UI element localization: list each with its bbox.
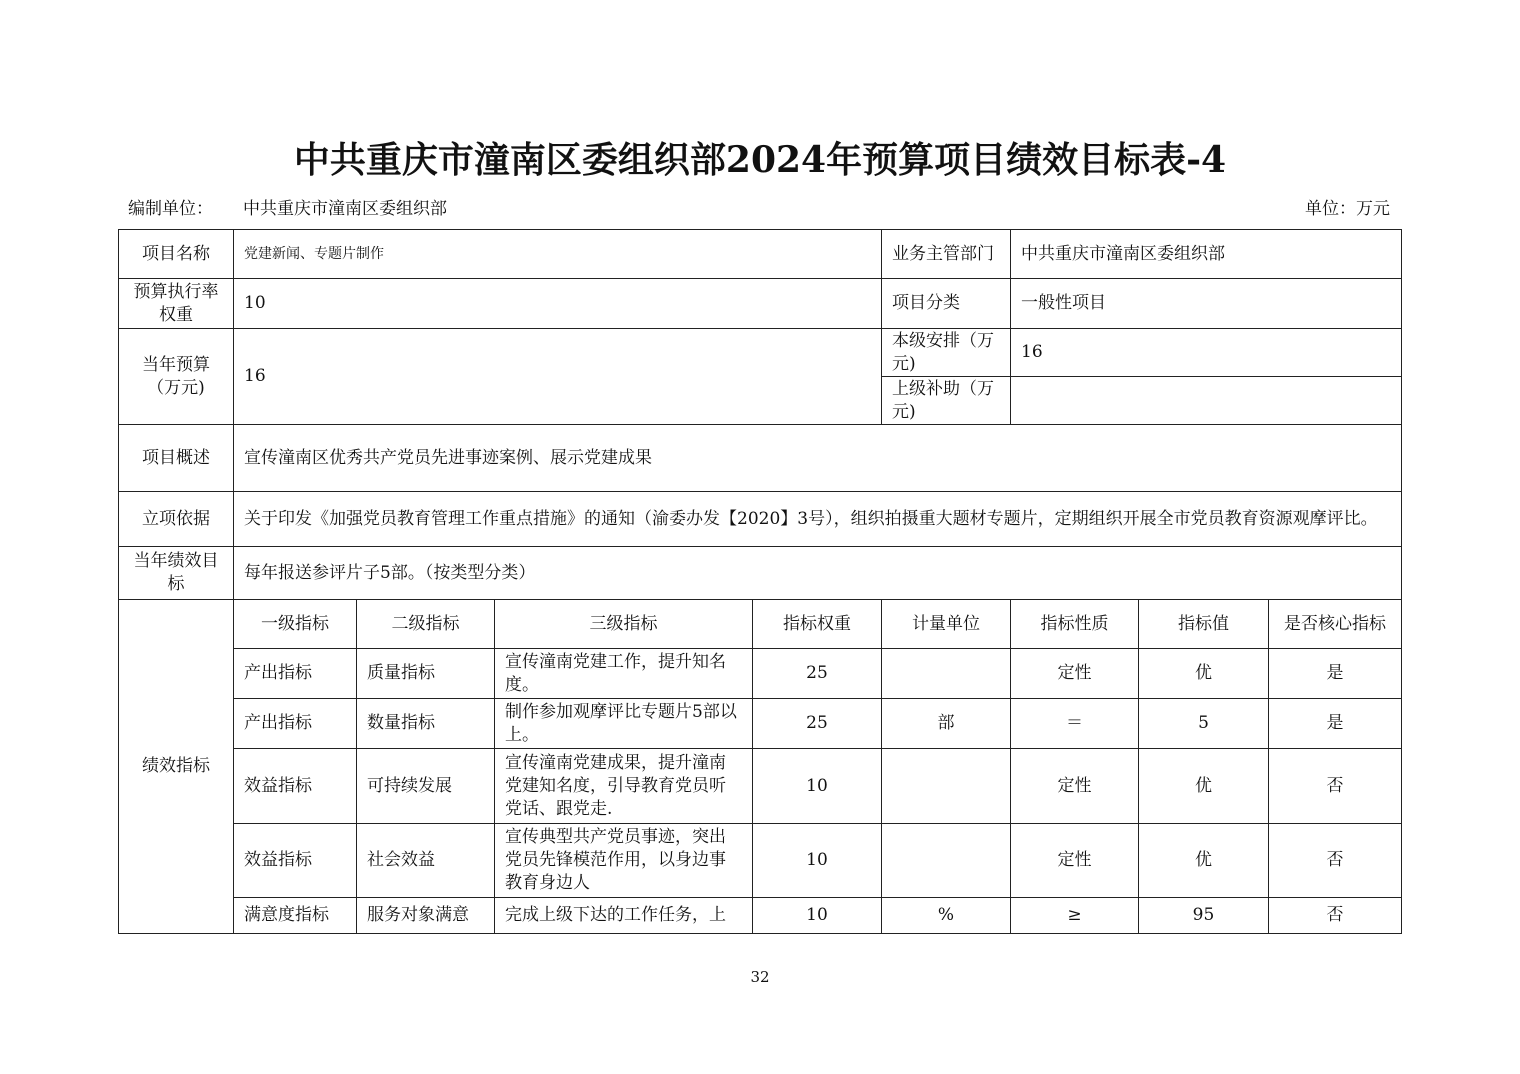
project-name-value: 党建新闻、专题片制作 — [234, 230, 882, 279]
level2-cell: 社会效益 — [357, 824, 495, 898]
weight-cell: 25 — [753, 699, 882, 749]
level3-cell: 宣传潼南党建成果，提升潼南党建知名度，引导教育党员听党话、跟党走. — [495, 749, 753, 824]
category-value: 一般性项目 — [1011, 279, 1402, 329]
header-cell: 指标值 — [1139, 600, 1269, 649]
project-name-label: 项目名称 — [119, 230, 234, 279]
nature-cell: 定性 — [1011, 649, 1139, 699]
level2-cell: 质量指标 — [357, 649, 495, 699]
org-label: 编制单位： — [128, 199, 213, 219]
level3-cell: 宣传潼南党建工作，提升知名度。 — [495, 649, 753, 699]
value-cell: 优 — [1139, 649, 1269, 699]
header-cell: 指标性质 — [1011, 600, 1139, 649]
upper-value — [1011, 377, 1402, 425]
nature-cell: ≥ — [1011, 898, 1139, 934]
level3-cell: 制作参加观摩评比专题片5部以上。 — [495, 699, 753, 749]
basis-label: 立项依据 — [119, 492, 234, 547]
value-cell: 5 — [1139, 699, 1269, 749]
core-cell: 否 — [1269, 898, 1402, 934]
level3-cell: 宣传典型共产党员事迹，突出党员先锋模范作用，以身边事教育身边人 — [495, 824, 753, 898]
level1-cell: 效益指标 — [234, 824, 357, 898]
local-label: 本级安排（万元) — [882, 329, 1011, 377]
header-cell: 计量单位 — [882, 600, 1011, 649]
row-basis — [119, 492, 1402, 547]
row-budget-local — [119, 329, 1402, 377]
nature-cell: 定性 — [1011, 749, 1139, 824]
table-row — [119, 699, 1402, 749]
org-line — [128, 194, 447, 219]
level1-cell: 产出指标 — [234, 649, 357, 699]
header-cell: 一级指标 — [234, 600, 357, 649]
value-cell: 95 — [1139, 898, 1269, 934]
value-cell: 优 — [1139, 824, 1269, 898]
local-value: 16 — [1011, 329, 1402, 377]
goal-label: 当年绩效目标 — [119, 547, 234, 600]
row-overview — [119, 425, 1402, 492]
unit-cell — [882, 649, 1011, 699]
table-row — [119, 649, 1402, 699]
core-cell: 是 — [1269, 699, 1402, 749]
category-label: 项目分类 — [882, 279, 1011, 329]
core-cell: 是 — [1269, 649, 1402, 699]
weight-cell: 25 — [753, 649, 882, 699]
rate-value: 10 — [234, 279, 882, 329]
overview-label: 项目概述 — [119, 425, 234, 492]
goal-value: 每年报送参评片子5部。（按类型分类） — [234, 547, 1402, 600]
level2-cell: 服务对象满意 — [357, 898, 495, 934]
table-row — [119, 898, 1402, 934]
page-title: 中共重庆市潼南区委组织部2024年预算项目绩效目标表-4 — [293, 139, 1227, 181]
nature-cell: 定性 — [1011, 824, 1139, 898]
budget-value: 16 — [234, 329, 882, 425]
header-cell: 是否核心指标 — [1269, 600, 1402, 649]
level1-cell: 产出指标 — [234, 699, 357, 749]
row-rate — [119, 279, 1402, 329]
value-cell: 优 — [1139, 749, 1269, 824]
row-project-name — [119, 230, 1402, 279]
upper-label: 上级补助（万元) — [882, 377, 1011, 425]
weight-cell: 10 — [753, 824, 882, 898]
overview-value: 宣传潼南区优秀共产党员先进事迹案例、展示党建成果 — [234, 425, 1402, 492]
nature-cell: ＝ — [1011, 699, 1139, 749]
indicator-header-row — [119, 600, 1402, 649]
level1-cell: 效益指标 — [234, 749, 357, 824]
table-row — [119, 749, 1402, 824]
rate-label: 预算执行率权重 — [119, 279, 234, 329]
basis-value: 关于印发《加强党员教育管理工作重点措施》的通知（渝委办发【2020】3号），组织拍摄重大题材专题片，定期组织开展全市党员教育资源观摩评比。 — [234, 492, 1402, 547]
dept-value: 中共重庆市潼南区委组织部 — [1011, 230, 1402, 279]
budget-label: 当年预算（万元) — [119, 329, 234, 425]
level2-cell: 可持续发展 — [357, 749, 495, 824]
level1-cell: 满意度指标 — [234, 898, 357, 934]
unit-cell: % — [882, 898, 1011, 934]
row-goal — [119, 547, 1402, 600]
unit-cell — [882, 749, 1011, 824]
level2-cell: 数量指标 — [357, 699, 495, 749]
table-row — [119, 824, 1402, 898]
level3-cell: 完成上级下达的工作任务，上 — [495, 898, 753, 934]
header-cell: 二级指标 — [357, 600, 495, 649]
weight-cell: 10 — [753, 898, 882, 934]
header-cell: 指标权重 — [753, 600, 882, 649]
page-number: 32 — [750, 968, 770, 986]
core-cell: 否 — [1269, 749, 1402, 824]
performance-table — [118, 229, 1402, 934]
org-value: 中共重庆市潼南区委组织部 — [243, 199, 447, 219]
weight-cell: 10 — [753, 749, 882, 824]
core-cell: 否 — [1269, 824, 1402, 898]
unit-label: 单位：万元 — [1305, 199, 1390, 219]
unit-cell — [882, 824, 1011, 898]
indicators-section-label: 绩效指标 — [119, 600, 234, 934]
header-cell: 三级指标 — [495, 600, 753, 649]
dept-label: 业务主管部门 — [882, 230, 1011, 279]
unit-cell: 部 — [882, 699, 1011, 749]
